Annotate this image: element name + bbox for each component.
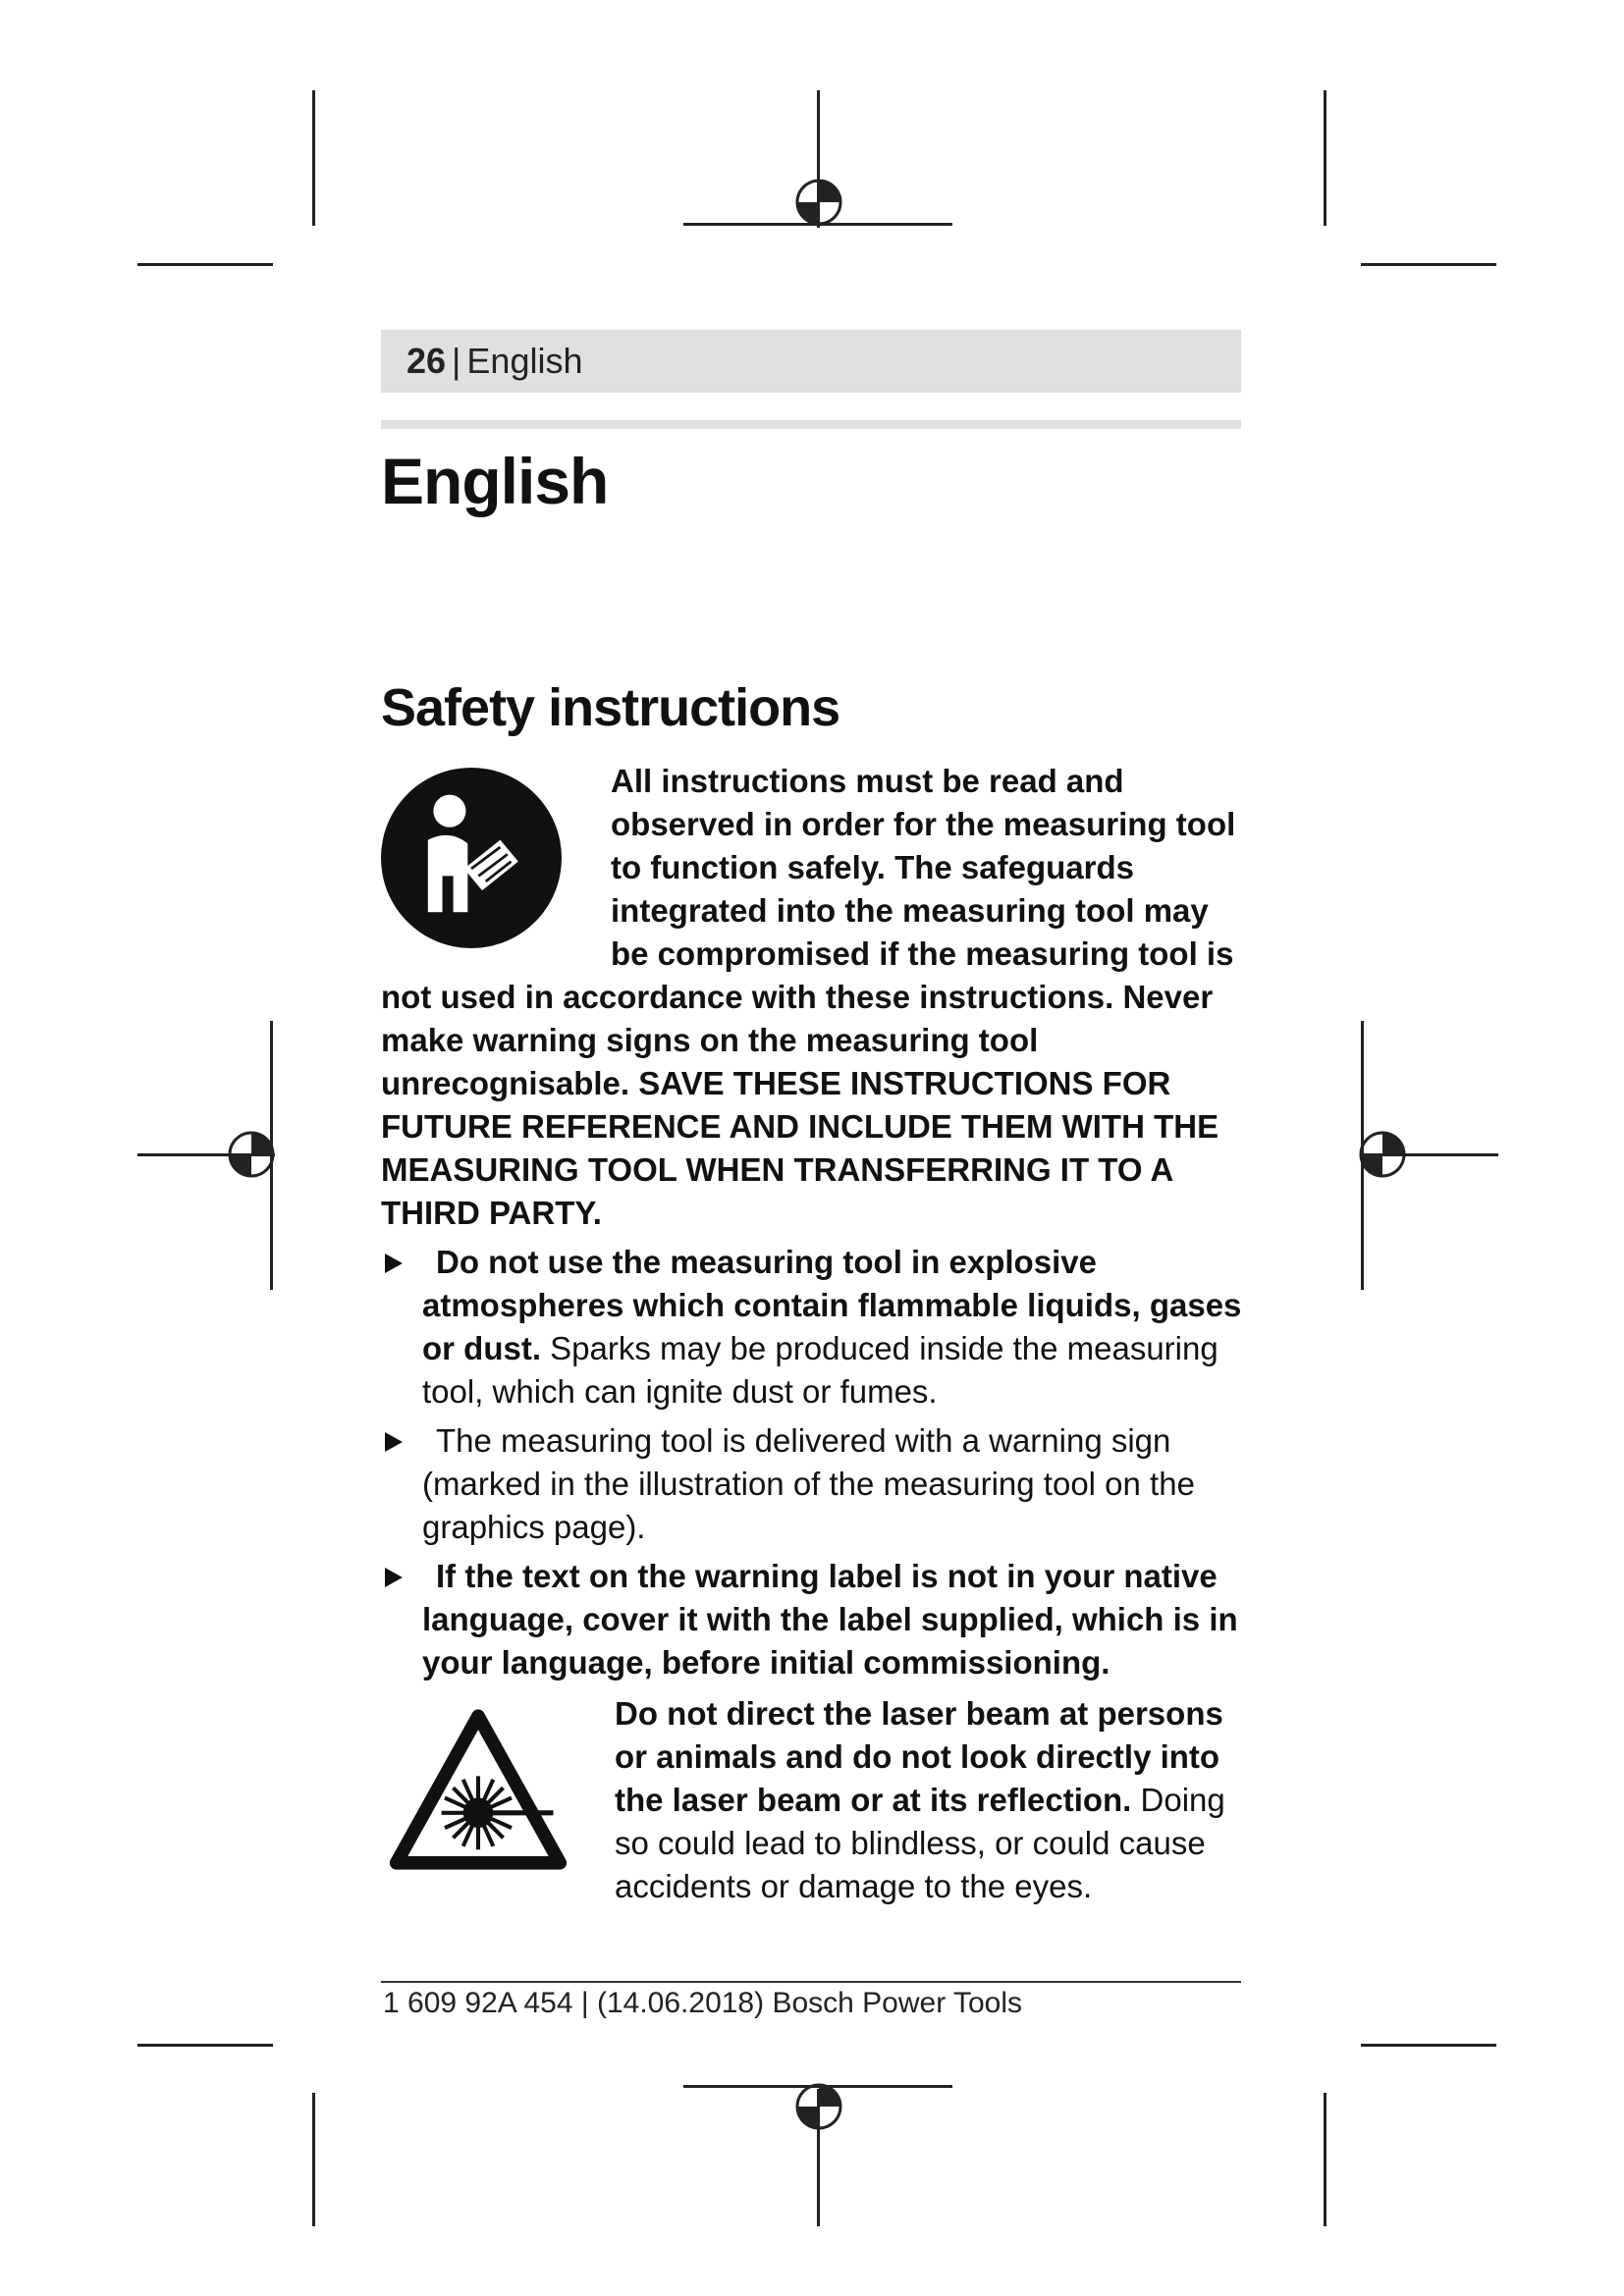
read-manual-icon xyxy=(381,768,562,948)
laser-warning-bold-text: Do not direct the laser beam at persons or animals and do not look directly into the laser beam or at its reflection. xyxy=(615,1695,1223,1818)
crop-mark xyxy=(312,2093,315,2226)
header-divider xyxy=(381,420,1241,429)
page-footer: 1 609 92A 454 | (14.06.2018) Bosch Power Tools xyxy=(383,1987,1023,2019)
bullet-triangle-icon xyxy=(385,1568,403,1587)
page-number: 26 xyxy=(406,341,447,381)
bullet-triangle-icon xyxy=(385,1254,403,1273)
laser-warning xyxy=(381,1692,1245,1908)
list-item xyxy=(381,1419,1245,1549)
crop-mark xyxy=(312,90,315,226)
bullet-bold-text: Do not use the measuring tool in explosive atmospheres which contain flammable liquids, gases or dust. xyxy=(422,1244,1242,1366)
section-title: Safety instructions xyxy=(381,678,840,737)
page-title: English xyxy=(381,445,609,517)
list-item xyxy=(381,1555,1245,1684)
bullet-bold-text: If the text on the warning label is not in your native language, cover it with the label supplied, which is in your language, before initial commissioning. xyxy=(422,1558,1238,1681)
footer-divider xyxy=(381,1981,1241,1983)
bullet-text: The measuring tool is delivered with a warning sign (marked in the illustration of the measuring tool on the graphics page). xyxy=(422,1422,1195,1545)
header-section: English xyxy=(466,341,583,381)
registration-mark-icon xyxy=(1353,1125,1412,1184)
list-item xyxy=(381,1241,1245,1414)
crop-mark xyxy=(137,263,273,266)
bullet-triangle-icon xyxy=(385,1432,403,1452)
registration-mark-icon xyxy=(789,2077,848,2136)
safety-content xyxy=(381,760,1245,1908)
crop-mark xyxy=(137,2044,273,2047)
crop-mark xyxy=(1361,263,1496,266)
page-header xyxy=(381,330,1241,393)
crop-mark xyxy=(1324,90,1326,226)
registration-mark-icon xyxy=(789,173,848,232)
crop-mark xyxy=(1361,2044,1496,2047)
registration-mark-icon xyxy=(222,1125,281,1184)
header-separator: | xyxy=(452,341,461,381)
intro-text: All instructions must be read and observed in order for the measuring tool to function safely. The safeguards integrated into the measuring tool may be compromised if the measuring tool is not used in accordance with these instructions. Never make warning signs on the measuring tool unrecognisable. SAVE THESE INSTRUCTIONS FOR FUTURE REFERENCE AND INCLUDE THEM WITH THE MEASURING TOOL WHEN TRANSFERRING IT TO A THIRD PARTY. xyxy=(381,763,1236,1231)
laser-warning-icon xyxy=(385,1706,571,1873)
laser-warning-text: Doing so could lead to blindless, or could cause accidents or damage to the eyes. xyxy=(615,1782,1225,1904)
bullet-text: Sparks may be produced inside the measuring tool, which can ignite dust or fumes. xyxy=(422,1330,1218,1410)
crop-mark xyxy=(1324,2093,1326,2226)
